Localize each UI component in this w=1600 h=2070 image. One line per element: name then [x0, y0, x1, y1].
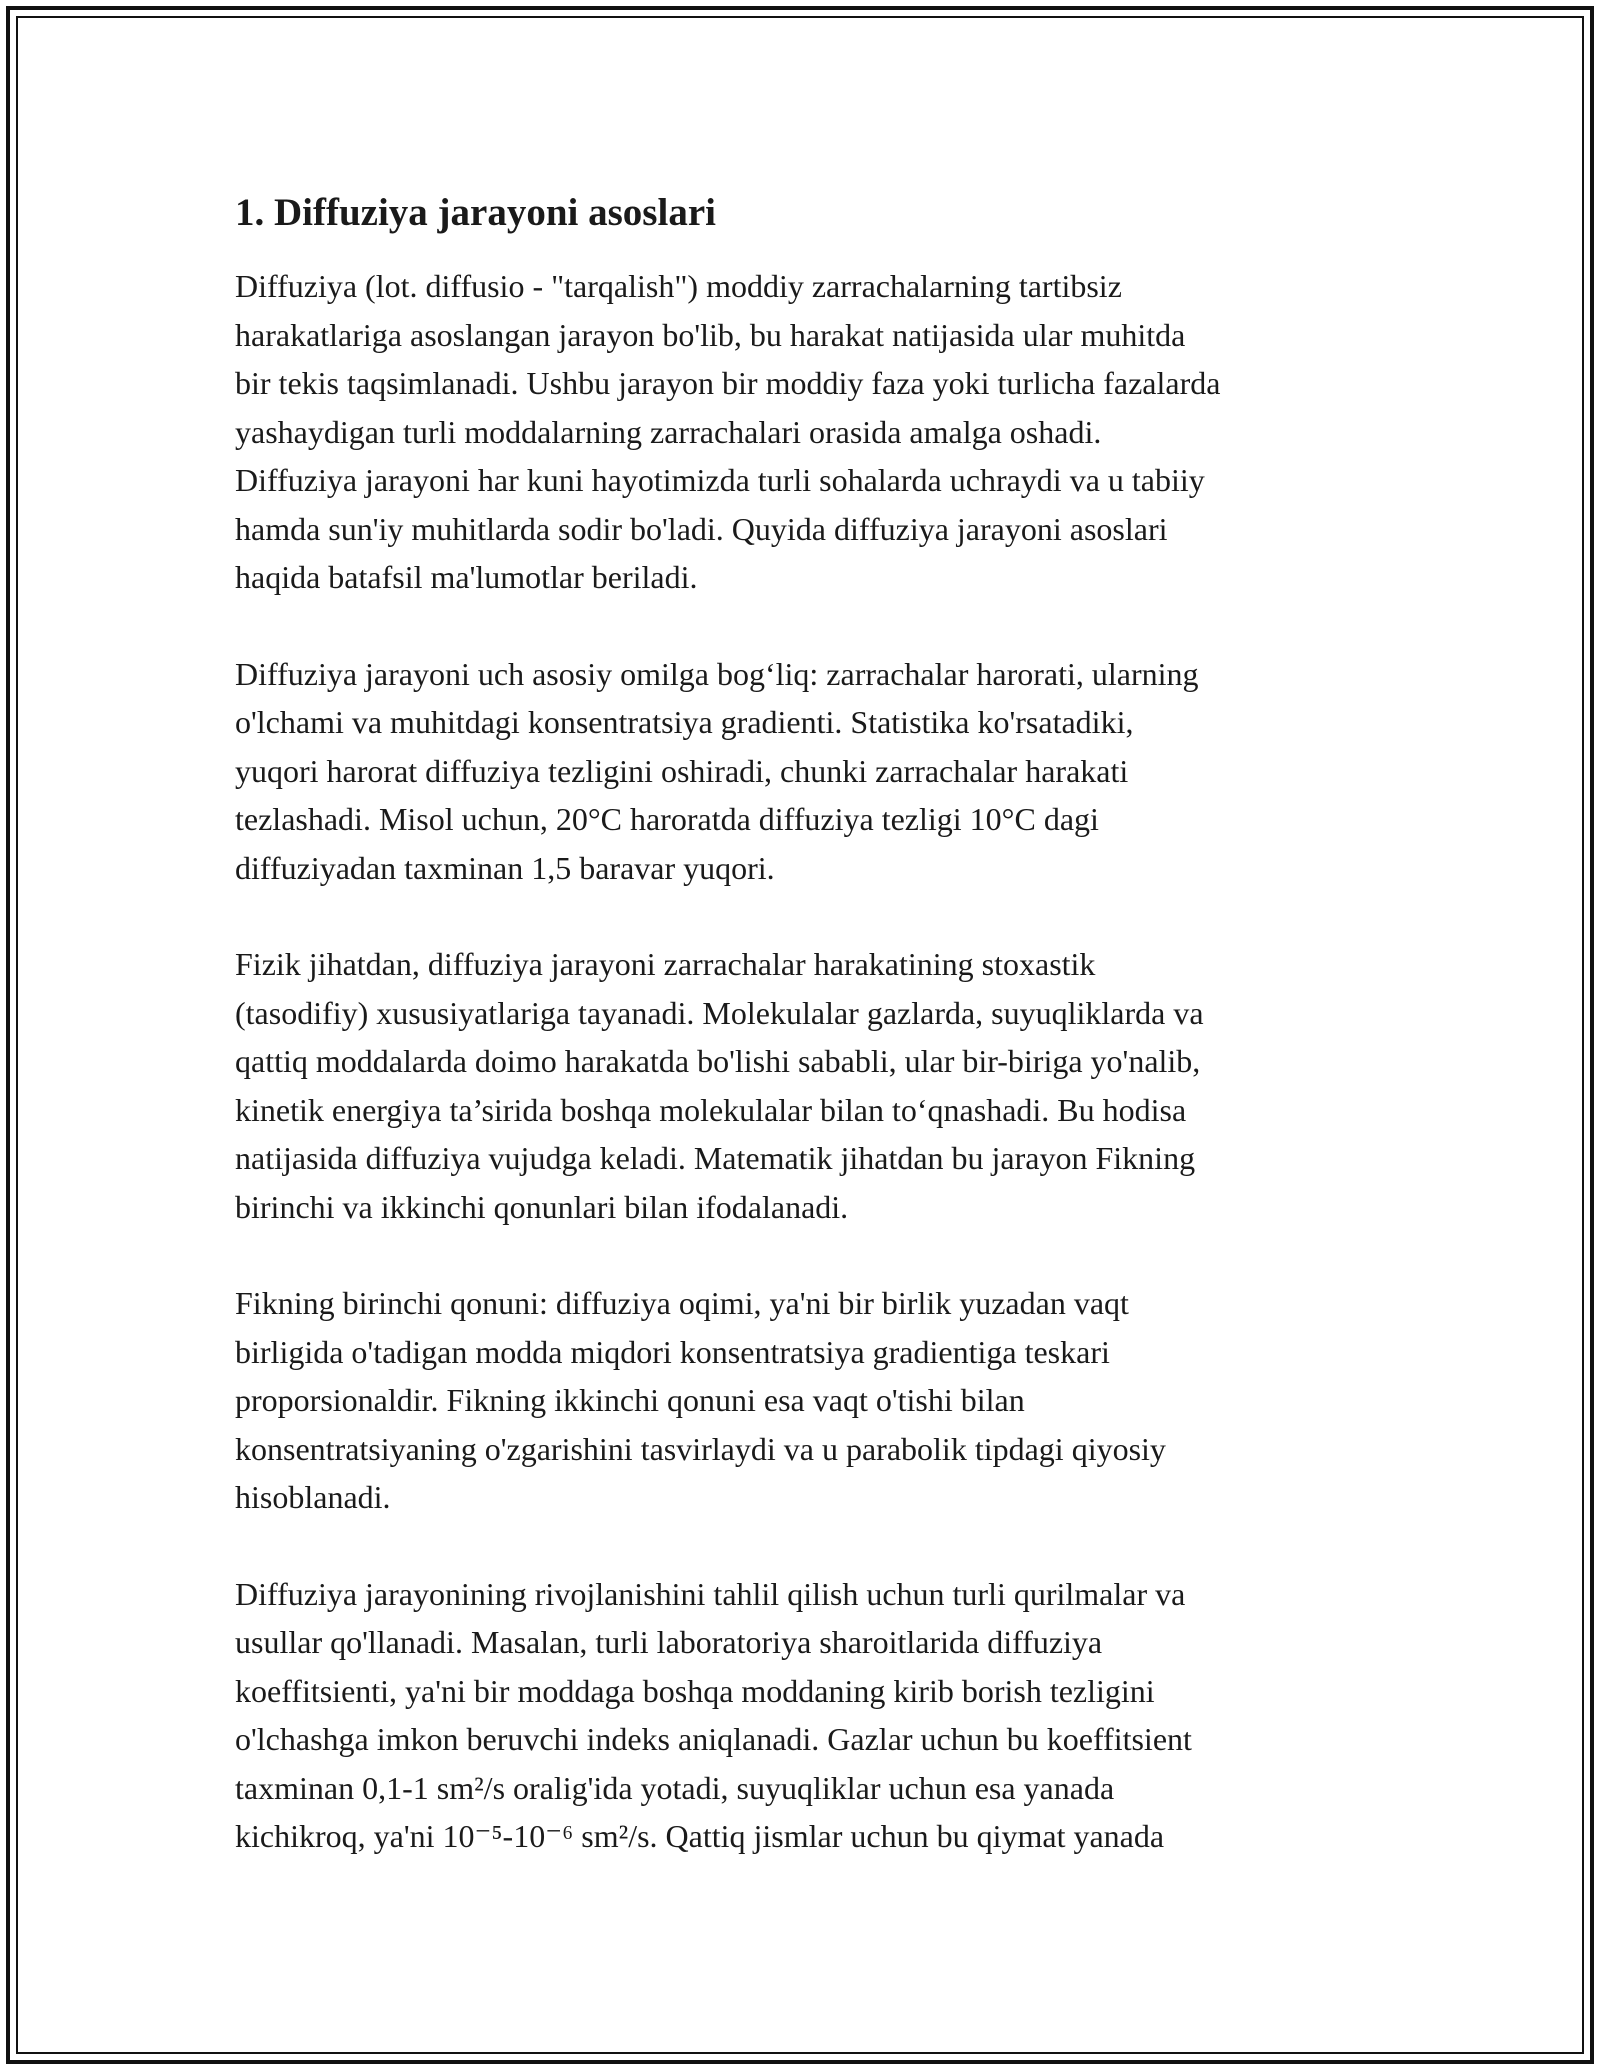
- text-line: birligida o'tadigan modda miqdori konsentratsiya gradientiga teskari: [235, 1333, 1110, 1370]
- text-line: bir tekis taqsimlanadi. Ushbu jarayon bir moddiy faza yoki turlicha fazalarda: [235, 365, 1221, 401]
- text-line: Fizik jihatdan, diffuziya jarayoni zarrachalar harakatining stoxastik: [235, 946, 1096, 982]
- text-line: Diffuziya jarayoni uch asosiy omilga bog‘liq: zarrachalar harorati, ularning: [235, 655, 1199, 692]
- text-line: koeffitsienti, ya'ni bir moddaga boshqa moddaning kirib borish tezligini: [235, 1672, 1155, 1709]
- text-line: Diffuziya jarayonining rivojlanishini tahlil qilish uchun turli qurilmalar va: [235, 1575, 1186, 1612]
- text-line: konsentratsiyaning o'zgarishini tasvirlaydi va u parabolik tipdagi qiyosiy: [235, 1430, 1166, 1467]
- text-line: Fikning birinchi qonuni: diffuziya oqimi, ya'ni bir birlik yuzadan vaqt: [235, 1285, 1129, 1321]
- text-line: tezlashadi. Misol uchun, 20°C haroratda diffuziya tezligi 10°C dagi: [235, 801, 1099, 837]
- paragraph-fick-laws: [235, 1279, 1375, 1522]
- text-line: Diffuziya (lot. diffusio - "tarqalish") moddiy zarrachalarning tartibsiz: [235, 268, 1122, 304]
- text-line: Diffuziya jarayoni har kuni hayotimizda turli sohalarda uchraydi va u tabiiy: [235, 462, 1205, 498]
- text-line: yashaydigan turli moddalarning zarrachalari orasida amalga oshadi.: [235, 413, 1102, 450]
- text-line: o'lchami va muhitdagi konsentratsiya gradienti. Statistika ko'rsatadiki,: [235, 704, 1134, 740]
- text-line: hisoblanadi.: [235, 1479, 391, 1515]
- text-line: yuqori harorat diffuziya tezligini oshiradi, chunki zarrachalar harakati: [235, 752, 1129, 789]
- paragraph-physics: [235, 940, 1375, 1231]
- text-line: o'lchashga imkon beruvchi indeks aniqlanadi. Gazlar uchun bu koeffitsient: [235, 1721, 1192, 1757]
- text-line: harakatlariga asoslangan jarayon bo'lib, bu harakat natijasida ular muhitda: [235, 316, 1186, 353]
- text-line: proporsionaldir. Fikning ikkinchi qonuni esa vaqt o'tishi bilan: [235, 1382, 1025, 1418]
- paragraph-factors: [235, 650, 1375, 893]
- text-line: kinetik energiya ta’sirida boshqa molekulalar bilan to‘qnashadi. Bu hodisa: [235, 1091, 1187, 1128]
- text-line: usullar qo'llanadi. Masalan, turli laboratoriya sharoitlarida diffuziya: [235, 1624, 1103, 1660]
- document-body: [235, 186, 1375, 1909]
- paragraph-definition: [235, 262, 1375, 602]
- text-line: birinchi va ikkinchi qonunlari bilan ifodalanadi.: [235, 1188, 849, 1225]
- text-line: (tasodifiy) xususiyatlariga tayanadi. Molekulalar gazlarda, suyuqliklarda va: [235, 994, 1204, 1031]
- text-line: kichikroq, ya'ni 10⁻⁵-10⁻⁶ sm²/s. Qattiq jismlar uchun bu qiymat yanada: [235, 1818, 1165, 1854]
- text-line: hamda sun'iy muhitlarda sodir bo'ladi. Quyida diffuziya jarayoni asoslari: [235, 510, 1168, 547]
- text-line: qattiq moddalarda doimo harakatda bo'lishi sababli, ular bir-biriga yo'nalib,: [235, 1043, 1201, 1079]
- text-line: haqida batafsil ma'lumotlar beriladi.: [235, 559, 698, 595]
- text-line: diffuziyadan taxminan 1,5 baravar yuqori.: [235, 849, 775, 886]
- document-title: 1. Diffuziya jarayoni asoslari: [235, 191, 716, 234]
- text-line: natijasida diffuziya vujudga keladi. Matematik jihatdan bu jarayon Fikning: [235, 1140, 1196, 1176]
- text-line: taxminan 0,1-1 sm²/s oralig'ida yotadi, suyuqliklar uchun esa yanada: [235, 1769, 1115, 1806]
- paragraph-measurement: [235, 1570, 1375, 1861]
